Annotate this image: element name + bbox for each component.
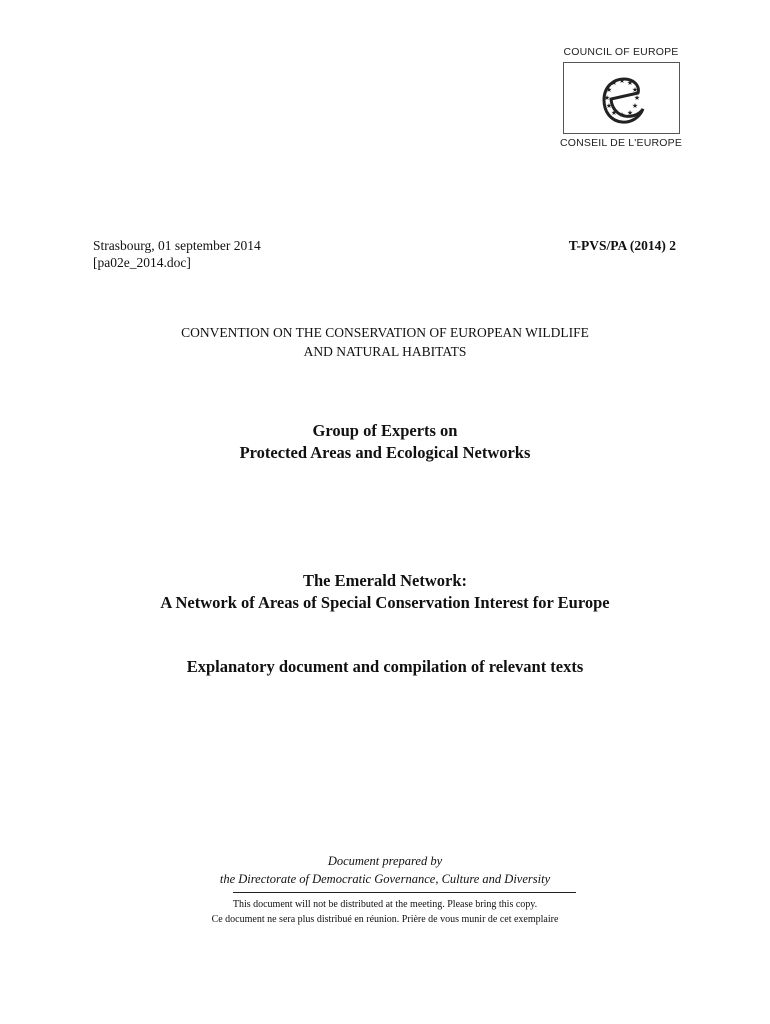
document-reference: T-PVS/PA (2014) 2 xyxy=(568,238,676,253)
document-title xyxy=(0,570,770,614)
svg-text:★: ★ xyxy=(626,109,633,117)
place-and-date: Strasbourg, 01 september 2014 xyxy=(93,238,261,253)
divider xyxy=(233,892,576,893)
logo-frame xyxy=(563,62,680,134)
document-meta xyxy=(93,237,261,271)
convention-heading xyxy=(0,323,770,361)
svg-text:★: ★ xyxy=(618,111,625,119)
convention-line-1: CONVENTION ON THE CONSERVATION OF EUROPEAN WILDLIFE xyxy=(181,325,589,340)
prepared-line-1: Document prepared by xyxy=(327,854,443,868)
document-subtitle: Explanatory document and compilation of relevant texts xyxy=(186,657,584,676)
svg-text:★: ★ xyxy=(610,79,617,87)
svg-text:★: ★ xyxy=(631,86,638,94)
org-name-english: COUNCIL OF EUROPE xyxy=(563,46,679,58)
prepared-by xyxy=(0,852,770,888)
title-line-1: The Emerald Network: xyxy=(302,571,468,590)
svg-text:★: ★ xyxy=(605,86,612,94)
svg-text:★: ★ xyxy=(631,102,638,110)
svg-text:★: ★ xyxy=(605,102,612,110)
council-of-europe-emblem-icon xyxy=(591,69,653,129)
title-line-2: A Network of Areas of Special Conservation Interest for Europe xyxy=(160,593,610,612)
svg-text:★: ★ xyxy=(603,94,610,102)
svg-text:★: ★ xyxy=(626,79,633,87)
notice-english: This document will not be distributed at the meeting. Please bring this copy. xyxy=(232,899,538,910)
notice-french: Ce document ne sera plus distribué en réunion. Prière de vous munir de cet exemplaire xyxy=(211,914,559,925)
org-name-french: CONSEIL DE L'EUROPE xyxy=(559,137,683,149)
svg-text:★: ★ xyxy=(633,94,640,102)
group-heading xyxy=(0,420,770,464)
distribution-notice xyxy=(0,897,770,927)
council-of-europe-logo xyxy=(556,46,686,149)
group-line-2: Protected Areas and Ecological Networks xyxy=(239,443,531,462)
file-name: [pa02e_2014.doc] xyxy=(93,255,191,270)
prepared-line-2: the Directorate of Democratic Governance, Culture and Diversity xyxy=(219,872,551,886)
svg-text:★: ★ xyxy=(610,109,617,117)
group-line-1: Group of Experts on xyxy=(312,421,458,440)
svg-text:★: ★ xyxy=(618,77,625,85)
convention-line-2: AND NATURAL HABITATS xyxy=(303,344,467,359)
